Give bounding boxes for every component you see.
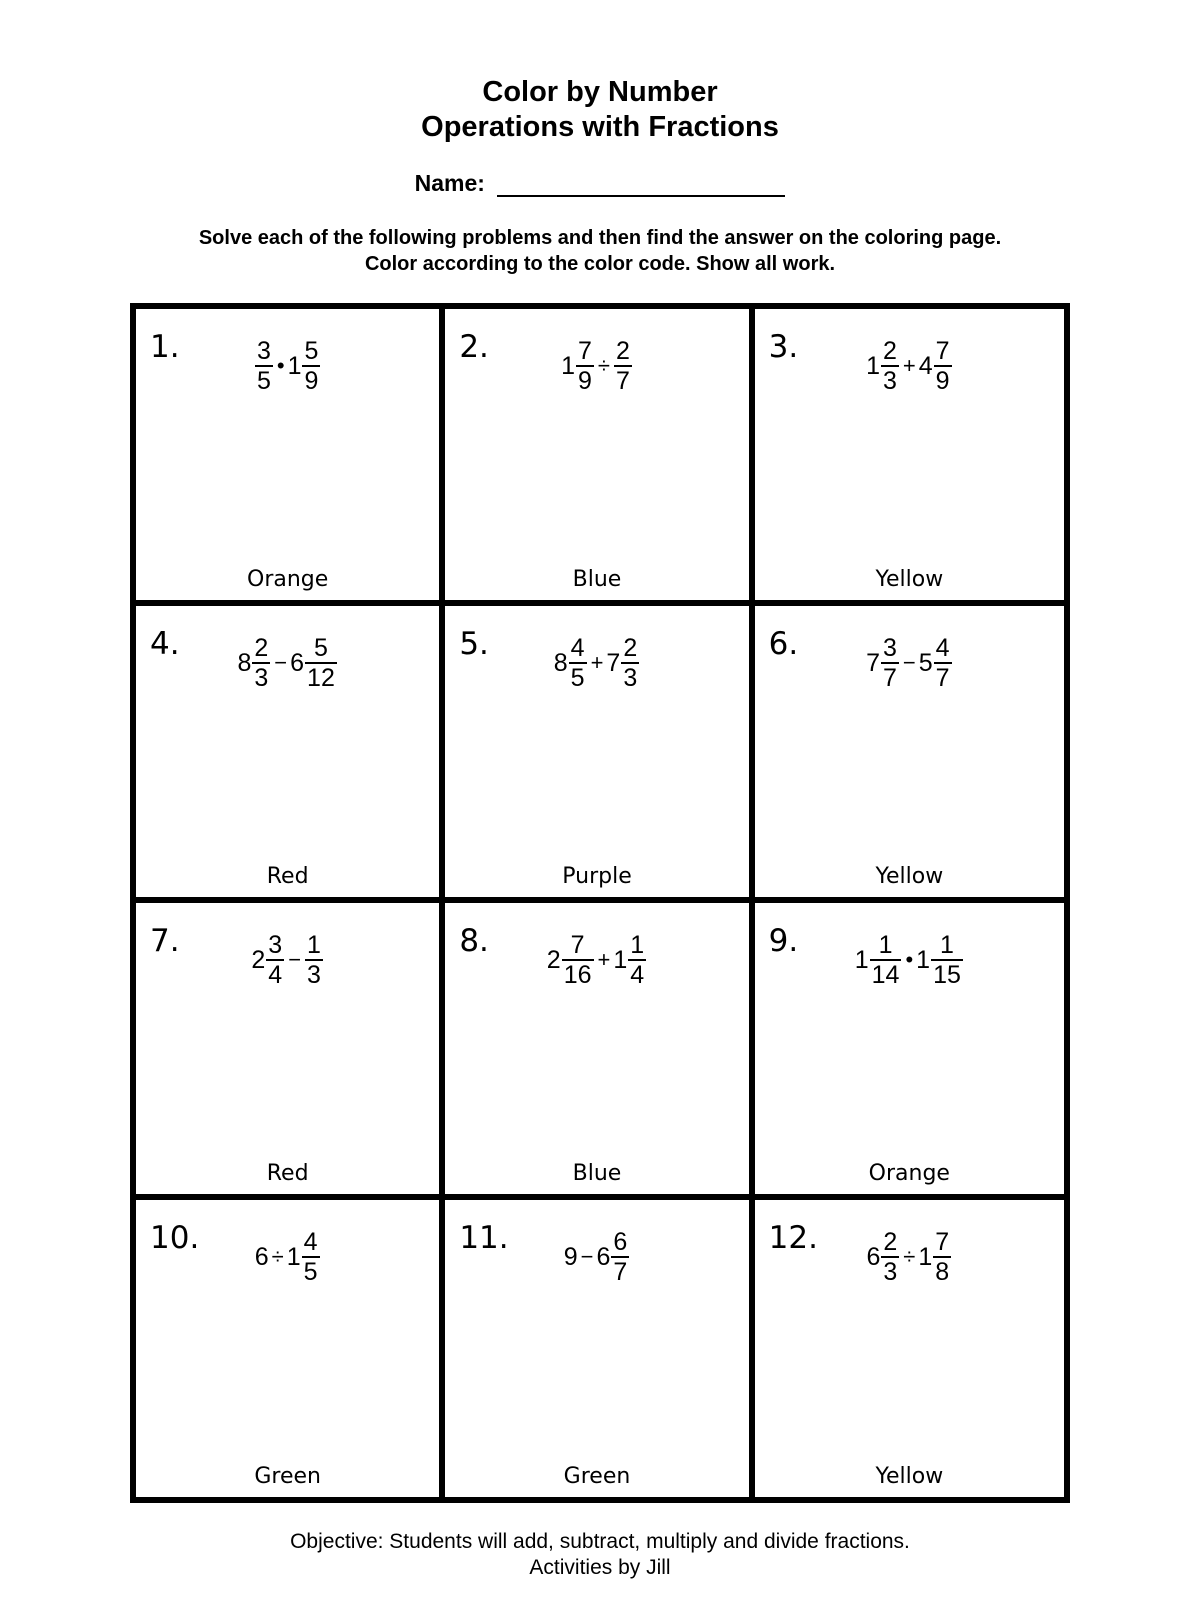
problem-cell[interactable] xyxy=(136,1200,445,1497)
problem-cell[interactable] xyxy=(755,309,1064,606)
problem-expression xyxy=(445,337,748,395)
problem-number: 9. xyxy=(768,923,799,959)
whole-number: 1 xyxy=(286,1243,301,1271)
fraction xyxy=(266,931,284,989)
color-label: Orange xyxy=(868,1161,950,1186)
operator: + xyxy=(597,947,611,972)
fraction xyxy=(252,634,270,692)
problem-cell[interactable] xyxy=(136,606,445,903)
numerator: 1 xyxy=(630,931,645,959)
problem-expression xyxy=(445,634,748,692)
problem-expression xyxy=(755,1228,1064,1286)
whole-number: 6 xyxy=(596,1243,611,1271)
fraction xyxy=(881,634,899,692)
whole-number: 1 xyxy=(561,352,575,380)
denominator: 16 xyxy=(563,961,592,989)
operator: − xyxy=(580,1244,594,1269)
operator: − xyxy=(274,650,288,675)
problem-expression xyxy=(136,931,439,989)
fraction xyxy=(621,634,639,692)
whole-number: 1 xyxy=(918,1243,933,1271)
whole-number: 2 xyxy=(546,946,561,974)
problem-number: 8. xyxy=(459,923,489,959)
denominator: 9 xyxy=(935,367,950,395)
denominator: 4 xyxy=(630,961,645,989)
operator: • xyxy=(276,353,285,378)
numerator: 4 xyxy=(570,634,585,662)
fraction xyxy=(628,931,646,989)
denominator: 5 xyxy=(256,367,271,395)
numerator: 2 xyxy=(882,337,897,365)
numerator: 4 xyxy=(935,634,950,662)
denominator: 9 xyxy=(578,367,592,395)
whole-number: 1 xyxy=(854,946,869,974)
denominator: 3 xyxy=(307,961,321,989)
color-label: Red xyxy=(266,864,309,889)
credit-text: Activities by Jill xyxy=(529,1556,671,1579)
problem-number: 4. xyxy=(150,626,180,662)
fraction xyxy=(562,931,594,989)
denominator: 3 xyxy=(623,664,638,692)
whole-number: 4 xyxy=(918,352,933,380)
fraction xyxy=(931,931,963,989)
color-label: Yellow xyxy=(875,567,944,592)
numerator: 7 xyxy=(570,931,585,959)
numerator: 3 xyxy=(256,337,271,365)
numerator: 2 xyxy=(254,634,269,662)
whole-number: 7 xyxy=(606,649,621,677)
problem-expression xyxy=(755,931,1064,989)
numerator: 4 xyxy=(303,1228,318,1256)
numerator: 1 xyxy=(307,931,321,959)
operator: • xyxy=(905,947,914,972)
whole-number: 1 xyxy=(866,352,880,380)
title-line-2: Operations with Fractions xyxy=(421,111,779,143)
fraction xyxy=(934,634,952,692)
problem-number: 7. xyxy=(150,923,180,959)
denominator: 8 xyxy=(935,1258,950,1286)
operator: ÷ xyxy=(903,1244,916,1269)
numerator: 2 xyxy=(623,634,638,662)
whole-number: 6 xyxy=(254,1243,269,1271)
fraction xyxy=(576,337,594,395)
numerator: 2 xyxy=(883,1228,898,1256)
problem-cell[interactable] xyxy=(755,903,1064,1200)
problem-number: 3. xyxy=(768,329,799,365)
problem-cell[interactable] xyxy=(136,309,445,606)
name-row xyxy=(0,170,1200,197)
problem-number: 1. xyxy=(150,329,180,365)
fraction xyxy=(934,337,952,395)
whole-number: 7 xyxy=(866,649,880,677)
fraction xyxy=(305,931,323,989)
problem-grid xyxy=(130,303,1070,1503)
numerator: 7 xyxy=(935,1228,950,1256)
whole-number: 1 xyxy=(613,946,628,974)
whole-number: 1 xyxy=(916,946,931,974)
problem-number: 6. xyxy=(768,626,799,662)
operator: − xyxy=(902,650,916,675)
numerator: 1 xyxy=(878,931,893,959)
problem-cell[interactable] xyxy=(755,606,1064,903)
title-line-1: Color by Number xyxy=(482,76,718,108)
problem-number: 11. xyxy=(459,1220,509,1256)
problem-number: 5. xyxy=(459,626,489,662)
operator: ÷ xyxy=(271,1244,284,1269)
objective-text: Objective: Students will add, subtract, multiply and divide fractions. xyxy=(290,1530,910,1553)
whole-number: 9 xyxy=(563,1243,578,1271)
denominator: 12 xyxy=(307,664,335,692)
numerator: 6 xyxy=(613,1228,628,1256)
denominator: 7 xyxy=(935,664,950,692)
denominator: 3 xyxy=(883,1258,898,1286)
color-label: Green xyxy=(254,1464,321,1489)
whole-number: 8 xyxy=(553,649,568,677)
denominator: 15 xyxy=(933,961,961,989)
operator: ÷ xyxy=(597,353,610,378)
instructions-line-1: Solve each of the following problems and then find the answer on the coloring page. xyxy=(198,227,1002,249)
whole-number: 1 xyxy=(287,352,302,380)
numerator: 1 xyxy=(940,931,954,959)
fraction xyxy=(881,337,899,395)
name-blank-line[interactable] xyxy=(497,173,785,197)
fraction xyxy=(870,931,902,989)
fraction xyxy=(302,337,320,395)
operator: − xyxy=(288,947,302,972)
operator: + xyxy=(902,353,916,378)
whole-number: 8 xyxy=(237,649,252,677)
problem-expression xyxy=(445,931,748,989)
fraction xyxy=(255,337,273,395)
whole-number: 6 xyxy=(866,1243,881,1271)
fraction xyxy=(569,634,587,692)
color-label: Orange xyxy=(247,567,329,592)
denominator: 7 xyxy=(882,664,897,692)
denominator: 4 xyxy=(268,961,283,989)
color-label: Blue xyxy=(572,567,622,592)
fraction xyxy=(305,634,337,692)
problem-expression xyxy=(136,1228,439,1286)
color-label: Red xyxy=(266,1161,309,1186)
problem-cell[interactable] xyxy=(136,903,445,1200)
whole-number: 5 xyxy=(918,649,933,677)
color-label: Green xyxy=(563,1464,631,1489)
problem-cell[interactable] xyxy=(445,1200,754,1497)
fraction xyxy=(881,1228,899,1286)
problem-number: 2. xyxy=(459,329,489,365)
denominator: 9 xyxy=(304,367,319,395)
problem-expression xyxy=(755,634,1064,692)
numerator: 7 xyxy=(578,337,592,365)
denominator: 3 xyxy=(882,367,897,395)
problem-cell[interactable] xyxy=(755,1200,1064,1497)
problem-expression xyxy=(136,634,439,692)
fraction xyxy=(614,337,632,395)
fraction xyxy=(933,1228,951,1286)
operator: + xyxy=(590,650,604,675)
problem-cell[interactable] xyxy=(445,606,754,903)
problem-cell[interactable] xyxy=(445,903,754,1200)
color-label: Yellow xyxy=(875,1464,944,1489)
name-label: Name: xyxy=(414,170,485,196)
fraction xyxy=(611,1228,629,1286)
numerator: 5 xyxy=(314,634,328,662)
problem-cell[interactable] xyxy=(445,309,754,606)
problem-expression xyxy=(755,337,1064,395)
numerator: 7 xyxy=(935,337,950,365)
denominator: 7 xyxy=(613,1258,628,1286)
denominator: 5 xyxy=(570,664,585,692)
whole-number: 2 xyxy=(251,946,266,974)
problem-expression xyxy=(136,337,439,395)
problem-number: 10. xyxy=(150,1220,200,1256)
color-label: Yellow xyxy=(875,864,944,889)
denominator: 3 xyxy=(254,664,269,692)
denominator: 14 xyxy=(871,961,900,989)
denominator: 5 xyxy=(303,1258,318,1286)
numerator: 3 xyxy=(268,931,283,959)
numerator: 2 xyxy=(615,337,630,365)
whole-number: 6 xyxy=(290,649,305,677)
instructions-line-2: Color according to the color code. Show all work. xyxy=(364,253,836,275)
denominator: 7 xyxy=(615,367,630,395)
problem-number: 12. xyxy=(768,1220,818,1256)
fraction xyxy=(302,1228,320,1286)
problem-expression xyxy=(445,1228,748,1286)
color-label: Blue xyxy=(572,1161,622,1186)
numerator: 3 xyxy=(882,634,897,662)
numerator: 5 xyxy=(304,337,319,365)
color-label: Purple xyxy=(562,864,632,889)
